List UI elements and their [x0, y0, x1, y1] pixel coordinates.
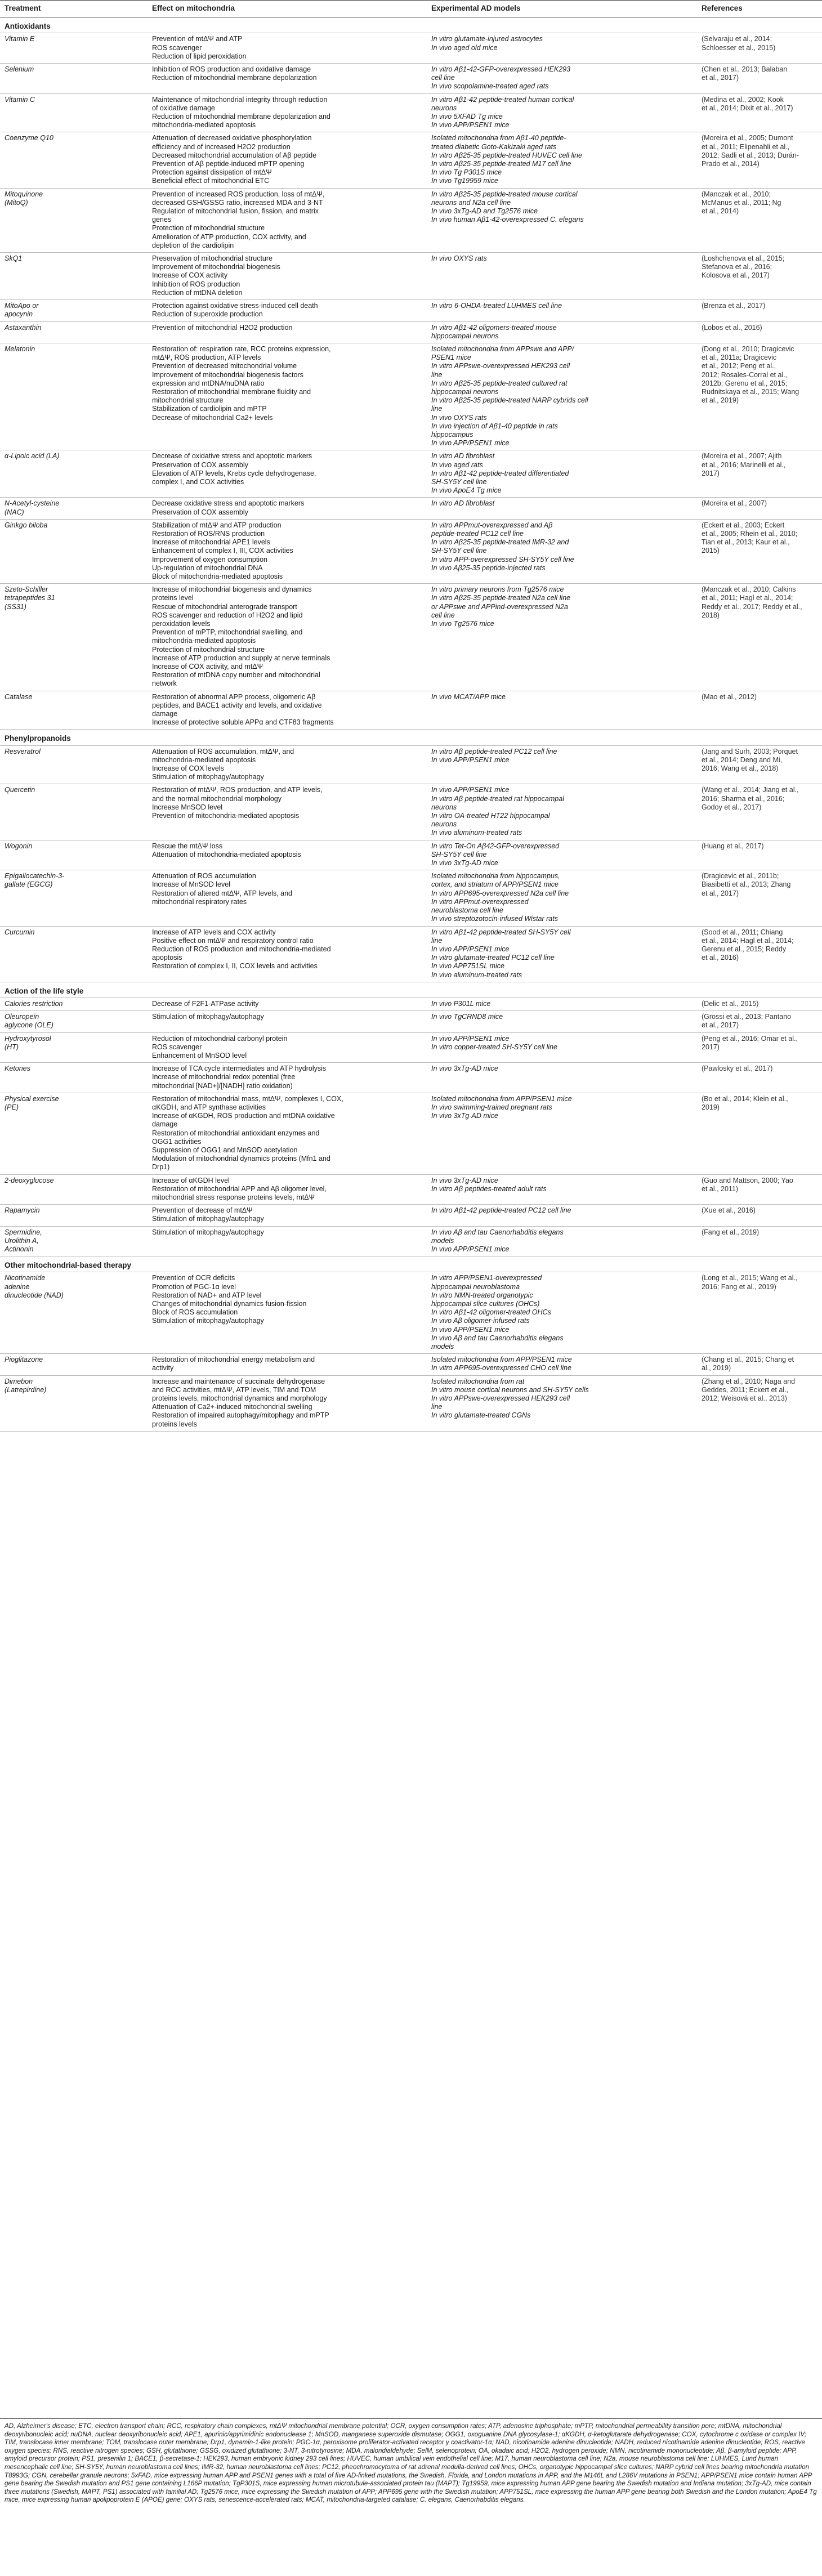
treatment-cell: Calories restriction	[0, 998, 148, 1010]
treatment-cell: Vitamin E	[0, 33, 148, 64]
effect-cell: Prevention of OCR deficits Promotion of PGC-1α level Restoration of NAD+ and ATP level Changes of mitochondrial dynamics fusion-fission Block of ROS accumulation Stimulation of mitophagy/autophagy	[148, 1272, 427, 1354]
models-cell: In vitro Aβ peptide-treated PC12 cell line In vivo APP/PSEN1 mice	[427, 745, 697, 784]
references-cell: (Manczak et al., 2010; McManus et al., 2011; Ng et al., 2014)	[697, 188, 822, 252]
table-row	[0, 93, 822, 132]
treatment-cell: Rapamycin	[0, 1205, 148, 1226]
table-header-row	[0, 1, 822, 17]
treatment-cell: Mitoquinone (MitoQ)	[0, 188, 148, 252]
treatment-cell: Spermidine, Urolithin A, Actinonin	[0, 1226, 148, 1256]
treatment-cell: Quercetin	[0, 784, 148, 840]
effect-cell: Attenuation of ROS accumulation, mtΔΨ, and mitochondria-mediated apoptosis Increase of COX levels Stimulation of mitophagy/autophagy	[148, 745, 427, 784]
effect-cell: Decrease oxidative stress and apoptotic markers Preservation of COX assembly	[148, 498, 427, 519]
references-cell: (Mao et al., 2012)	[697, 691, 822, 730]
effect-cell: Reduction of mitochondrial carbonyl protein ROS scavenger Enhancement of MnSOD level	[148, 1032, 427, 1063]
treatment-cell: MitoApo or apocynin	[0, 300, 148, 321]
models-cell: In vivo 3xTg-AD mice In vitro Aβ peptides-treated adult rats	[427, 1174, 697, 1205]
table-row	[0, 1093, 822, 1174]
treatment-cell: Ginkgo biloba	[0, 519, 148, 583]
models-cell: In vitro Aβ1-42 oligomers-treated mouse hippocampal neurons	[427, 321, 697, 343]
models-cell: Isolated mitochondria from rat In vitro mouse cortical neurons and SH-SY5Y cells In vitro APPswe-overexpressed HEK293 cell line In vitro glutamate-treated CGNs	[427, 1375, 697, 1431]
treatment-cell: Nicotinamide adenine dinucleotide (NAD)	[0, 1272, 148, 1354]
treatment-cell: Ketones	[0, 1063, 148, 1093]
models-cell: In vitro APPmut-overexpressed and Aβ peptide-treated PC12 cell line In vitro Aβ25-35 peptide-treated IMR-32 and SH-SY5Y cell line In vitro APP-overexpressed SH-SY5Y cell line In vivo Aβ25-35 peptide-injected rats	[427, 519, 697, 583]
effect-cell: Restoration of mitochondrial mass, mtΔΨ, complexes I, COX, αKGDH, and ATP synthase activities Increase of αKGDH, ROS production and mtDNA oxidative damage Restoration of mitochondrial antioxidant enzymes and OGG1 activities Suppression of OGG1 and MnSOD acetylation Modulation of mitochondrial dynamics proteins (Mfn1 and Drp1)	[148, 1093, 427, 1174]
references-cell: (Peng et al., 2016; Omar et al., 2017)	[697, 1032, 822, 1063]
treatment-cell: Resveratrol	[0, 745, 148, 784]
models-cell: In vivo 3xTg-AD mice	[427, 1063, 697, 1093]
references-cell: (Sood et al., 2011; Chiang et al., 2014; Hagl et al., 2014; Gerenu et al., 2015; Reddy et al., 2016)	[697, 926, 822, 982]
table-row	[0, 1063, 822, 1093]
table-row	[0, 1205, 822, 1226]
models-cell: In vitro APP/PSEN1-overexpressed hippocampal neuroblastoma In vitro NMN-treated organotypic hippocampal slice cultures (OHCs) In vitro Aβ1-42 oligomer-treated OHCs In vivo Aβ oligomer-infused rats In vivo APP/PSEN1 mice In vivo Aβ and tau Caenorhabditis elegans models	[427, 1272, 697, 1354]
treatment-cell: Catalase	[0, 691, 148, 730]
table-row	[0, 450, 822, 498]
section-title: Action of the life style	[0, 982, 822, 998]
effect-cell: Prevention of mtΔΨ and ATP ROS scavenger Reduction of lipid peroxidation	[148, 33, 427, 64]
models-cell: In vitro Aβ1-42-GFP-overexpressed HEK293 cell line In vivo scopolamine-treated aged rats	[427, 64, 697, 94]
references-cell: (Moreira et al., 2007; Ajith et al., 2016; Marinelli et al., 2017)	[697, 450, 822, 498]
models-cell: Isolated mitochondria from Aβ1-40 peptide- treated diabetic Goto-Kakizaki aged rats In vitro Aβ25-35 peptide-treated HUVEC cell line In vitro Aβ25-35 peptide-treated M17 cell line In vivo Tg P301S mice In vivo Tg19959 mice	[427, 132, 697, 188]
references-cell: (Moreira et al., 2007)	[697, 498, 822, 519]
treatment-cell: Vitamin C	[0, 93, 148, 132]
effect-cell: Protection against oxidative stress-induced cell death Reduction of superoxide production	[148, 300, 427, 321]
models-cell: In vitro 6-OHDA-treated LUHMES cell line	[427, 300, 697, 321]
section-header-row	[0, 982, 822, 998]
models-cell: In vivo OXYS rats	[427, 253, 697, 300]
table-row	[0, 1375, 822, 1431]
models-cell: In vitro AD fibroblast In vivo aged rats In vitro Aβ1-42 peptide-treated differentiated SH-SY5Y cell line In vivo ApoE4 Tg mice	[427, 450, 697, 498]
references-cell: (Huang et al., 2017)	[697, 840, 822, 870]
treatment-cell: Pioglitazone	[0, 1354, 148, 1375]
effect-cell: Decrease of oxidative stress and apoptotic markers Preservation of COX assembly Elevation of ATP levels, Krebs cycle dehydrogenase, complex I, and COX activities	[148, 450, 427, 498]
table-row	[0, 998, 822, 1010]
treatment-cell: α-Lipoic acid (LA)	[0, 450, 148, 498]
models-cell: In vitro primary neurons from Tg2576 mice In vitro Aβ25-35 peptide-treated N2a cell line or APPswe and APPind-overexpressed N2a cell line In vivo Tg2576 mice	[427, 584, 697, 691]
models-cell: In vitro Aβ1-42 peptide-treated PC12 cell line	[427, 1205, 697, 1226]
section-title: Other mitochondrial-based therapy	[0, 1256, 822, 1272]
header-effect: Effect on mitochondria	[148, 1, 427, 17]
treatment-cell: Astaxanthin	[0, 321, 148, 343]
references-cell: (Bo et al., 2014; Klein et al., 2019)	[697, 1093, 822, 1174]
references-cell: (Dragicevic et al., 2011b; Biasibetti et al., 2013; Zhang et al., 2017)	[697, 870, 822, 926]
table-row	[0, 64, 822, 94]
references-cell: (Loshchenova et al., 2015; Stefanova et al., 2016; Kolosova et al., 2017)	[697, 253, 822, 300]
models-cell: In vitro Aβ1-42 peptide-treated SH-SY5Y cell line In vivo APP/PSEN1 mice In vitro glutamate-treated PC12 cell line In vivo APP751SL mice In vivo aluminum-treated rats	[427, 926, 697, 982]
models-cell: In vitro Aβ25-35 peptide-treated mouse cortical neurons and N2a cell line In vivo 3xTg-AD and Tg2576 mice In vivo human Aβ1-42-overexpressed C. elegans	[427, 188, 697, 252]
effect-cell: Prevention of decrease of mtΔΨ Stimulation of mitophagy/autophagy	[148, 1205, 427, 1226]
models-cell: In vitro Tet-On Aβ42-GFP-overexpressed SH-SY5Y cell line In vivo 3xTg-AD mice	[427, 840, 697, 870]
treatment-cell: Physical exercise (PE)	[0, 1093, 148, 1174]
abbreviations-footnote: AD, Alzheimer's disease; ETC, electron transport chain; RCC, respiratory chain complexes, mtΔΨ mitochondrial membrane potential; OCR, oxygen consumption rates; ATP, adenosine triphosphate; mPTP, mitochondrial permeability transition pore; mtDNA, mitochondrial deoxyribonucleic acid; nuDNA, nuclear deoxyribonucleic acid; APE1, apurinic/apyrimidinic endonuclease 1; MnSOD, manganese superoxide dismutase; OGG1, oxoguanine DNA glycosylase-1; αKGDH, α-ketoglutarate dehydrogenase; COX, cytochrome c oxidase or complex IV; TIM, translocase inner membrane; TOM, translocase outer membrane; Drp1, dynamin-1-like protein; PGC-1α, peroxisome proliferator-activated receptor γ coactivator-1α; NAD, nicotinamide adenine dinucleotide; NADH, reduced nicotinamide adenine dinucleotide; ROS, reactive oxygen species; RNS, reactive nitrogen species; GSH, glutathione; GSSG, oxidized glutathione; 3-NT, 3-nitrotyrosine; MDA, malondialdehyde; SelM, selenoprotein; OA, okadaic acid; H2O2, hydrogen peroxide; NMN, nicotinamide mononucleotide; Aβ, β-amyloid peptide; APP, amyloid precursor protein; PS1, presenilin 1; BACE1, β-secretase-1; HEK293, human embryonic kidney 293 cell lines; HUVEC, human umbilical vein endothelial cell line; M17, human neuroblastoma cell line; N2a, mouse neuroblastoma cell line; LUHMES, Lund human mesencephalic cell line; SH-SY5Y, human neuroblastoma cell lines; IMR-32, human neuroblastoma cell lines; PC12, pheochromocytoma of rat adrenal medulla-derived cell lines; OHCs, organotypic hippocampal slice cultures; NARP cybrid cell lines bearing mitochondria mutation T8993G; CGN, cerebellar granule neurons; 5xFAD, mice expressing human APP and PSEN1 genes with a total of five AD-linked mutations, the Swedish, Florida, and London mutations in APP, and the M146L and L286V mutations in PSEN1; APP/PSEN1 mice contain human APP gene bearing the Swedish mutation and PS1 gene containing L166P mutation; TgP301S, mice expressing human microtubule-associated protein tau (MAPT); Tg19959, mice expressing human APP gene bearing the Swedish mutation and Indiana mutation; 3xTg-AD, mice contain three mutations (Swedish, MAPT, PS1) associated with familial AD; Tg2576 mice, mice expressing the Swedish mutation of APP; APP695 gene with the Swedish mutation; APP751SL, mice expressing the human APP gene bearing both Swedish and the London mutation; ApoE4 Tg mice, mice expressing human apolipoprotein E (APOE) gene; OXYS rats, senescence-accelerated rats; MCAT, mitochondria-targeted catalase; C. elegans, Caenorhabditis elegans.	[0, 2418, 822, 2505]
models-cell: Isolated mitochondria from APPswe and APP/ PSEN1 mice In vitro APPswe-overexpressed HEK293 cell line In vitro Aβ25-35 peptide-treated cultured rat hippocampal neurons In vitro Aβ25-35 peptide-treated NARP cybrids cell line In vivo OXYS rats In vivo injection of Aβ1-40 peptide in rats hippocampus In vivo APP/PSEN1 mice	[427, 343, 697, 450]
effect-cell: Stimulation of mitophagy/autophagy	[148, 1226, 427, 1256]
references-cell: (Pawlosky et al., 2017)	[697, 1063, 822, 1093]
references-cell: (Wang et al., 2014; Jiang et al., 2016; Sharma et al., 2016; Godoy et al., 2017)	[697, 784, 822, 840]
references-cell: (Dong et al., 2010; Dragicevic et al., 2011a; Dragicevic et al., 2012; Peng et al., 2012; Rosales-Corral et al., 2012b; Gerenu et al., 2015; Rudnitskaya et al., 2015; Wang et al., 2019)	[697, 343, 822, 450]
effect-cell: Stimulation of mitophagy/autophagy	[148, 1011, 427, 1032]
references-cell: (Eckert et al., 2003; Eckert et al., 2005; Rhein et al., 2010; Tian et al., 2013; Kaur et al., 2015)	[697, 519, 822, 583]
references-cell: (Grossi et al., 2013; Pantano et al., 2017)	[697, 1011, 822, 1032]
models-cell: In vivo MCAT/APP mice	[427, 691, 697, 730]
table-row	[0, 343, 822, 450]
treatment-cell: Epigallocatechin-3- gallate (EGCG)	[0, 870, 148, 926]
treatment-cell: Dimebon (Latrepirdine)	[0, 1375, 148, 1431]
references-cell: (Chang et al., 2015; Chang et al., 2019)	[697, 1354, 822, 1375]
effect-cell: Increase of αKGDH level Restoration of mitochondrial APP and Aβ oligomer level, mitochondrial stress response proteins levels, mtΔΨ	[148, 1174, 427, 1205]
effect-cell: Increase of TCA cycle intermediates and ATP hydrolysis Increase of mitochondrial redox potential (free mitochondrial [NAD+]/[NADH] ratio oxidation)	[148, 1063, 427, 1093]
models-cell: In vivo TgCRND8 mice	[427, 1011, 697, 1032]
effect-cell: Restoration of mtΔΨ, ROS production, and ATP levels, and the normal mitochondrial morphology Increase MnSOD level Prevention of mitochondria-mediated apoptosis	[148, 784, 427, 840]
references-cell: (Fang et al., 2019)	[697, 1226, 822, 1256]
effect-cell: Maintenance of mitochondrial integrity through reduction of oxidative damage Reduction of mitochondrial membrane depolarization and mitochondria-mediated apoptosis	[148, 93, 427, 132]
references-cell: (Jang and Surh, 2003; Porquet et al., 2014; Deng and Mi, 2016; Wang et al., 2018)	[697, 745, 822, 784]
effect-cell: Attenuation of decreased oxidative phosphorylation efficiency and of increased H2O2 production Decreased mitochondrial accumulation of Aβ peptide Prevention of Aβ peptide-induced mPTP opening Protection against dissipation of mtΔΨ Beneficial effect of mitochondrial ETC	[148, 132, 427, 188]
references-cell: (Brenza et al., 2017)	[697, 300, 822, 321]
references-cell: (Manczak et al., 2010; Calkins et al., 2011; Hagl et al., 2014; Reddy et al., 2017; Reddy et al., 2018)	[697, 584, 822, 691]
effect-cell: Increase of mitochondrial biogenesis and dynamics proteins level Rescue of mitochondrial anterograde transport ROS scavenger and reduction of H2O2 and lipid peroxidation levels Prevention of mPTP, mitochondrial swelling, and mitochondria-mediated apoptosis Protection of mitochondrial structure Increase of ATP production and supply at nerve terminals Increase of COX activity, and mtΔΨ Restoration of mtDNA copy number and mitochondrial network	[148, 584, 427, 691]
table-row	[0, 132, 822, 188]
effect-cell: Increase and maintenance of succinate dehydrogenase and RCC activities, mtΔΨ, ATP levels, TIM and TOM proteins levels, mitochondrial dynamics and morphology Attenuation of Ca2+-induced mitochondrial swelling Restoration of impaired autophagy/mitophagy and mPTP proteins levels	[148, 1375, 427, 1431]
table-row	[0, 784, 822, 840]
effect-cell: Rescue the mtΔΨ loss Attenuation of mitochondria-mediated apoptosis	[148, 840, 427, 870]
models-cell: Isolated mitochondria from APP/PSEN1 mice In vitro APP695-overexpressed CHO cell line	[427, 1354, 697, 1375]
models-cell: Isolated mitochondria from APP/PSEN1 mice In vivo swimming-trained pregnant rats In vivo 3xTg-AD mice	[427, 1093, 697, 1174]
effect-cell: Restoration of: respiration rate, RCC proteins expression, mtΔΨ, ROS production, ATP levels Prevention of decreased mitochondrial volume Improvement of mitochondrial biogenesis factors expression and mtDNA/nuDNA ratio Restoration of mitochondrial membrane fluidity and mitochondrial structure Stabilization of cardiolipin and mPTP Decrease of mitochondrial Ca2+ levels	[148, 343, 427, 450]
table-row	[0, 870, 822, 926]
section-title: Antioxidants	[0, 17, 822, 33]
section-header-row	[0, 730, 822, 745]
table-row	[0, 498, 822, 519]
table-row	[0, 1354, 822, 1375]
table-row	[0, 33, 822, 64]
effect-cell: Inhibition of ROS production and oxidative damage Reduction of mitochondrial membrane depolarization	[148, 64, 427, 94]
effect-cell: Prevention of increased ROS production, loss of mtΔΨ, decreased GSH/GSSG ratio, increased MDA and 3-NT Regulation of mitochondrial fusion, fission, and matrix genes Protection of mitochondrial structure Amelioration of ATP production, COX activity, and depletion of the cardiolipin	[148, 188, 427, 252]
table-row	[0, 188, 822, 252]
table-row	[0, 1174, 822, 1205]
models-cell: In vitro Aβ1-42 peptide-treated human cortical neurons In vivo 5XFAD Tg mice In vivo APP/PSEN1 mice	[427, 93, 697, 132]
treatment-cell: Wogonin	[0, 840, 148, 870]
models-cell: Isolated mitochondria from hippocampus, cortex, and striatum of APP/PSEN1 mice In vitro APP695-overexpressed N2a cell line In vitro APPmut-overexpressed neuroblastoma cell line In vivo streptozotocin-infused Wistar rats	[427, 870, 697, 926]
models-cell: In vivo APP/PSEN1 mice In vitro Aβ peptide-treated rat hippocampal neurons In vitro OA-treated HT22 hippocampal neurons In vivo aluminum-treated rats	[427, 784, 697, 840]
references-cell: (Delic et al., 2015)	[697, 998, 822, 1010]
table-row	[0, 1032, 822, 1063]
effect-cell: Restoration of abnormal APP process, oligomeric Aβ peptides, and BACE1 activity and levels, and oxidative damage Increase of protective soluble APPα and CTF83 fragments	[148, 691, 427, 730]
models-cell: In vitro glutamate-injured astrocytes In vivo aged old mice	[427, 33, 697, 64]
effect-cell: Decrease of F2F1-ATPase activity	[148, 998, 427, 1010]
references-cell: (Chen et al., 2013; Balaban et al., 2017)	[697, 64, 822, 94]
effect-cell: Preservation of mitochondrial structure Improvement of mitochondrial biogenesis Increase of COX activity Inhibition of ROS production Reduction of mtDNA deletion	[148, 253, 427, 300]
effect-cell: Increase of ATP levels and COX activity Positive effect on mtΔΨ and respiratory control ratio Reduction of ROS production and mitochondria-mediated apoptosis Restoration of complex I, II, COX levels and activities	[148, 926, 427, 982]
treatment-cell: 2-deoxyglucose	[0, 1174, 148, 1205]
table-row	[0, 840, 822, 870]
table-body	[0, 17, 822, 1432]
table-row	[0, 253, 822, 300]
effect-cell: Prevention of mitochondrial H2O2 production	[148, 321, 427, 343]
table-row	[0, 691, 822, 730]
table-row	[0, 519, 822, 583]
effect-cell: Restoration of mitochondrial energy metabolism and activity	[148, 1354, 427, 1375]
references-cell: (Medina et al., 2002; Kook et al., 2014; Dixit et al., 2017)	[697, 93, 822, 132]
section-title: Phenylpropanoids	[0, 730, 822, 745]
models-cell: In vivo Aβ and tau Caenorhabditis elegans models In vivo APP/PSEN1 mice	[427, 1226, 697, 1256]
treatment-cell: Melatonin	[0, 343, 148, 450]
treatment-cell: Szeto-Schiller tetrapeptides 31 (SS31)	[0, 584, 148, 691]
header-models: Experimental AD models	[427, 1, 697, 17]
section-header-row	[0, 17, 822, 33]
table-row	[0, 1226, 822, 1256]
header-treatment: Treatment	[0, 1, 148, 17]
treatment-cell: Hydroxytyrosol (HT)	[0, 1032, 148, 1063]
treatment-cell: Curcumin	[0, 926, 148, 982]
header-references: References	[697, 1, 822, 17]
section-header-row	[0, 1256, 822, 1272]
references-cell: (Moreira et al., 2005; Dumont et al., 2011; Elipenahli et al., 2012; Sadli et al., 2013; Durán- Prado et al., 2014)	[697, 132, 822, 188]
models-cell: In vitro AD fibroblast	[427, 498, 697, 519]
table-row	[0, 1011, 822, 1032]
table-row	[0, 584, 822, 691]
treatment-cell: Coenzyme Q10	[0, 132, 148, 188]
table-row	[0, 745, 822, 784]
table-row	[0, 926, 822, 982]
models-cell: In vivo APP/PSEN1 mice In vitro copper-treated SH-SY5Y cell line	[427, 1032, 697, 1063]
references-cell: (Zhang et al., 2010; Naga and Geddes, 2011; Eckert et al., 2012; Weisová et al., 2013)	[697, 1375, 822, 1431]
effect-cell: Attenuation of ROS accumulation Increase of MnSOD level Restoration of altered mtΔΨ, ATP levels, and mitochondrial respiratory rates	[148, 870, 427, 926]
table-row	[0, 1272, 822, 1354]
treatment-cell: N-Acetyl-cysteine (NAC)	[0, 498, 148, 519]
treatment-cell: SkQ1	[0, 253, 148, 300]
references-cell: (Selvaraju et al., 2014; Schloesser et al., 2015)	[697, 33, 822, 64]
table-row	[0, 300, 822, 321]
references-cell: (Lobos et al., 2016)	[697, 321, 822, 343]
references-cell: (Xue et al., 2016)	[697, 1205, 822, 1226]
references-cell: (Guo and Mattson, 2000; Yao et al., 2011)	[697, 1174, 822, 1205]
effect-cell: Stabilization of mtΔΨ and ATP production Restoration of ROS/RNS production Increase of mitochondrial APE1 levels Enhancement of complex I, III, COX activities Improvement of oxygen consumption Up-regulation of mitochondrial DNA Block of mitochondria-mediated apoptosis	[148, 519, 427, 583]
treatment-cell: Selenium	[0, 64, 148, 94]
table-row	[0, 321, 822, 343]
treatment-cell: Oleuropein aglycone (OLE)	[0, 1011, 148, 1032]
models-cell: In vivo P301L mice	[427, 998, 697, 1010]
references-cell: (Long et al., 2015; Wang et al., 2016; Fang et al., 2019)	[697, 1272, 822, 1354]
